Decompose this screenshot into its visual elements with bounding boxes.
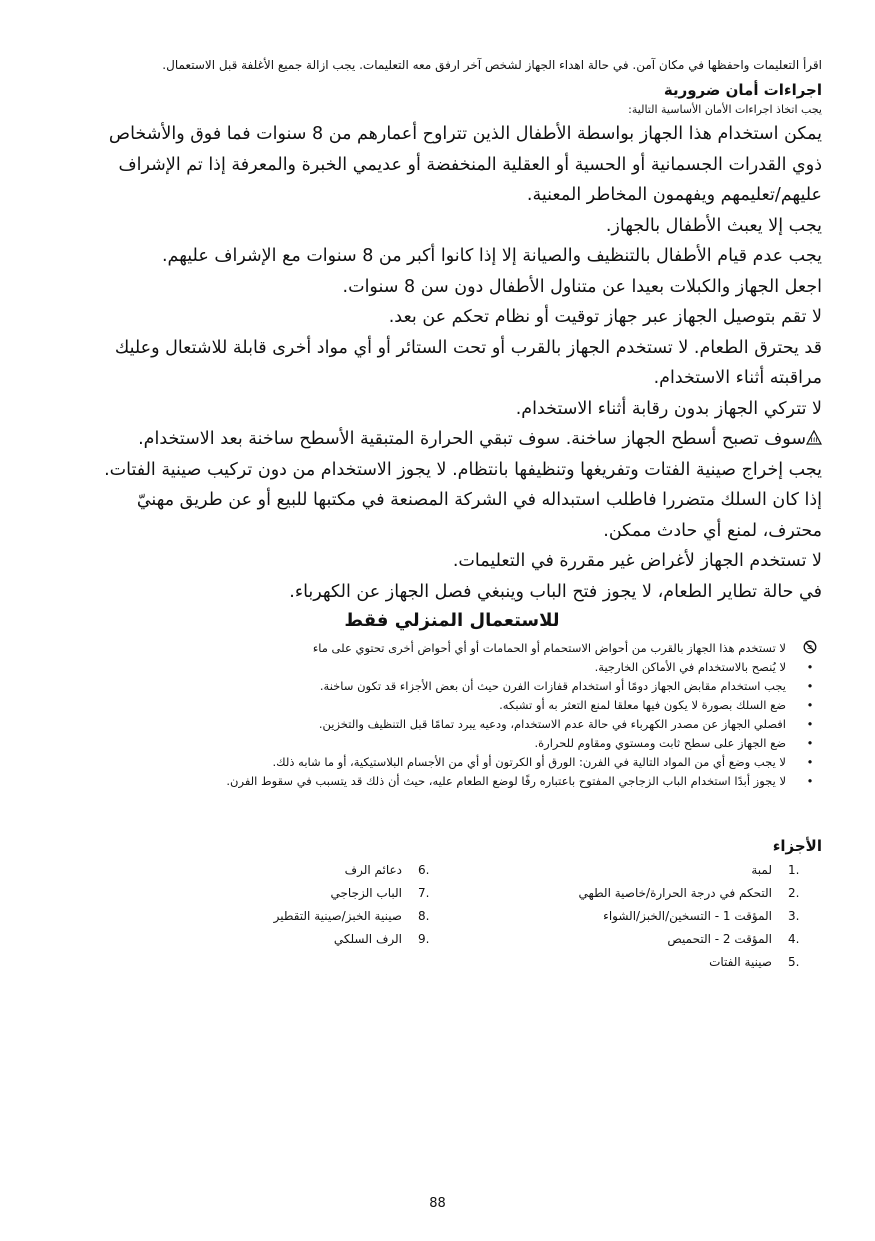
part-row: 7. الباب الزجاجي [330,886,430,900]
safety-item: يمكن استخدام هذا الجهاز بواسطة الأطفال الذين تتراوح أعمارهم من 8 سنوات فما فوق والأشخاص ذوي القدرات الجسمانية أو الحسية أو العقلية المنخفضة أو عديمي الخبرة والمعرفة إذا تم الإشراف عليهم/تعليمهم ويفهمون المخاطر المعنية. [108,124,822,205]
prohibited-icon [800,639,820,658]
part-row: 9. الرف السلكي [333,932,430,946]
list-item: • لا يُنصح بالاستخدام في الأماكن الخارجية. [594,660,814,674]
list-item: • ضع الجهاز على سطح ثابت ومستوي ومقاوم للحرارة. [534,736,814,750]
household-list [82,639,822,791]
list-item: • ضع السلك بصورة لا يكون فيها معلقا لمنع التعثر به أو تشبكه. [499,698,814,712]
safety-item: اجعل الجهاز والكبلات بعيدا عن متناول الأطفال دون سن 8 سنوات. [342,276,822,297]
manual-page [82,56,822,974]
parts-column-left [82,859,452,974]
list-item: • افصلي الجهاز عن مصدر الكهرباء في حالة عدم الاستخدام، ودعيه يبرد تمامًا قبل التنظيف والتخزين. [318,717,814,731]
hot-surface-text: سوف تصبح أسطح الجهاز ساخنة. سوف تبقي الحرارة المتبقية الأسطح ساخنة بعد الاستخدام. [138,429,806,449]
list-item: • لا يجوز أبدًا استخدام الباب الزجاجي المفتوح باعتباره رفًا لوضع الطعام عليه، حيث أن ذلك قد يتسبب في سقوط الفرن. [226,774,814,788]
safety-item: في حالة تطاير الطعام، لا يجوز فتح الباب وينبغي فصل الجهاز عن الكهرباء. [289,581,822,602]
safety-item: لا تستخدم الجهاز لأغراض غير مقررة في التعليمات. [452,551,822,571]
hot-surface-warning-icon [806,430,822,445]
part-row: 3. المؤقت 1 - التسخين/الخبز/الشواء [603,909,800,923]
part-row: 6. دعائم الرف [344,863,430,877]
safety-item: يجب إلا يعبث الأطفال بالجهاز. [605,215,822,236]
safety-item: يجب إخراج صينية الفتات وتفريغها وتنظيفها بانتظام. لا يجوز الاستخدام من دون تركيب صينية الفتات. [104,459,822,480]
part-row: 5. صينية الفتات [709,955,800,969]
part-row: 1. لمبة [751,863,800,877]
parts-list [82,859,822,974]
household-title: للاستعمال المنزلي فقط [344,610,560,631]
hot-surface-warning [82,424,822,455]
intro-text: اقرأ التعليمات واحفظها في مكان آمن. في حالة اهداء الجهاز لشخص آخر ارفق معه التعليمات. يجب ازالة جميع الأغلفة قبل الاستعمال. [162,58,822,72]
safety-title: اجراءات أمان ضرورية [663,81,822,99]
safety-item: لا تتركي الجهاز بدون رقابة أثناء الاستخدام. [515,398,822,419]
parts-column-right [452,859,822,974]
part-row: 4. المؤقت 2 - التحميص [667,932,800,946]
part-row: 8. صينية الخبز/صينية التقطير [273,909,430,923]
page-number: 88 [429,1196,446,1211]
safety-item: إذا كان السلك متضررا فاطلب استبداله في الشركة المصنعة في مكتبها للبيع أو عن طريق مهنيّ محترف، لمنع أي حادث ممكن. [136,490,822,541]
safety-subtitle: يجب اتخاذ اجراءات الأمان الأساسية التالية: [628,103,822,116]
parts-title: الأجزاء [772,837,822,855]
safety-item: لا تقم بتوصيل الجهاز عبر جهاز توقيت أو نظام تحكم عن بعد. [388,307,822,327]
prohibited-item: لا تستخدم هذا الجهاز بالقرب من أحواض الاستحمام أو الحمامات أو أي أحواض أخرى تحتوي على ماء [82,639,822,658]
part-row: 2. التحكم في درجة الحرارة/خاصية الطهي [578,886,800,900]
safety-item: قد يحترق الطعام. لا تستخدم الجهاز بالقرب أو تحت الستائر أو أي مواد أخرى قابلة للاشتعال وعليك مراقبته أثناء الاستخدام. [114,337,822,388]
safety-item: يجب عدم قيام الأطفال بالتنظيف والصيانة إلا إذا كانوا أكبر من 8 سنوات مع الإشراف عليهم. [161,246,822,266]
list-item: • يجب استخدام مقابض الجهاز دومًا أو استخدام قفازات الفرن حيث أن بعض الأجزاء قد تكون ساخنة. [319,679,814,693]
list-item: • لا يجب وضع أي من المواد التالية في الفرن: الورق أو الكرتون أو أي من الأجسام البلاستيكية، أو ما شابه ذلك. [272,755,814,769]
safety-list [82,119,822,607]
